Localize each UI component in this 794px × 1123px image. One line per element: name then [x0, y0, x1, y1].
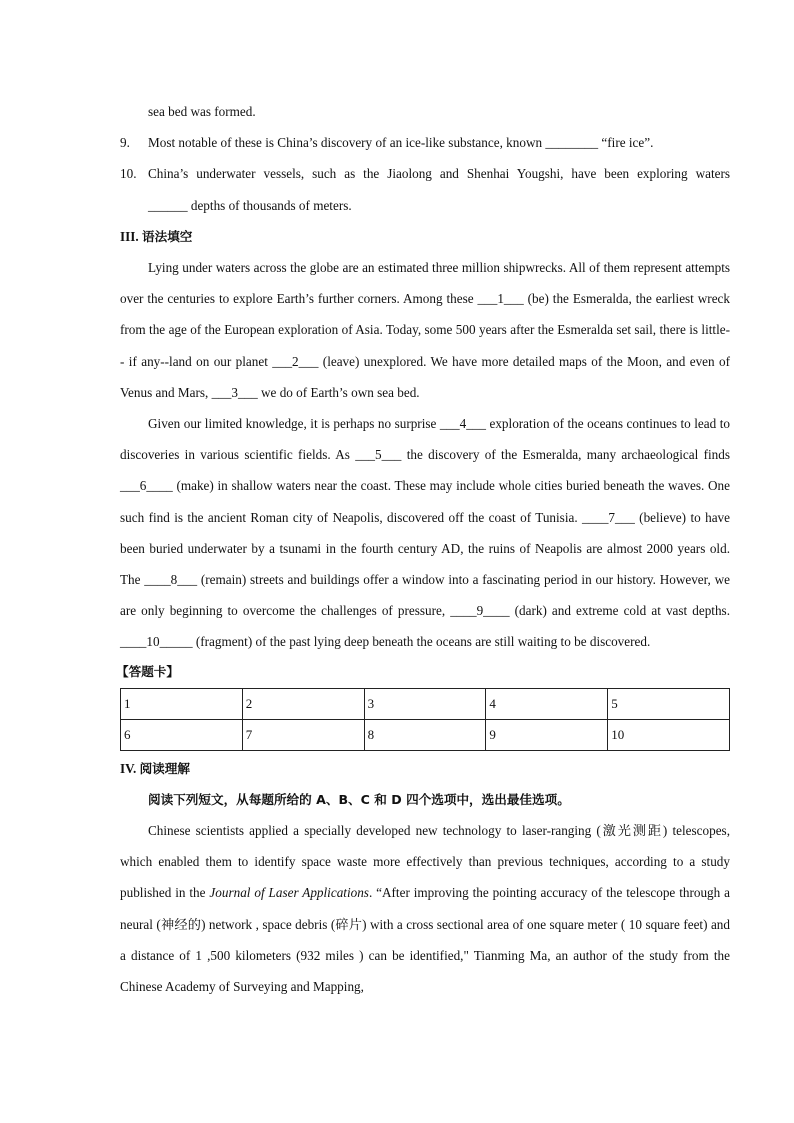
section-heading-grammar	[120, 221, 730, 252]
answer-cell-8: 8	[364, 719, 486, 750]
question-10-continuation: ______ depths of thousands of meters.	[148, 197, 352, 213]
section-number: III.	[120, 228, 139, 244]
answer-card-title: 【答题卡】	[116, 663, 179, 679]
reading-instruction: 阅读下列短文，从每题所给的 A、B、C 和 D 四个选项中，选出最佳选项。	[148, 791, 570, 807]
section-number: IV.	[120, 760, 137, 776]
answer-cell-2: 2	[242, 688, 364, 719]
answer-card-table	[120, 688, 730, 751]
section-heading-reading	[120, 753, 730, 784]
question-text: Most notable of these is China’s discovery of an ice-like substance, known ________ “fire ice”.	[148, 135, 654, 151]
answer-cell-10: 10	[608, 719, 730, 750]
answer-cell-1: 1	[121, 688, 243, 719]
question-8-continuation: sea bed was formed.	[148, 104, 256, 119]
answer-cell-5: 5	[608, 688, 730, 719]
answer-cell-6: 6	[121, 719, 243, 750]
grammar-paragraph-1: Lying under waters across the globe are an estimated three million shipwrecks. All of them represent attempts over the centuries to explore Earth’s further corners. Among these ___1___ (be) the Esmeralda, the earliest wreck from the age of the European exploration of Asia. Today, some 500 years after the Esmeralda set sail, there is little-- if any--land on our planet ___2___ (leave) unexplored. We have more detailed maps of the Moon, and even of Venus and Mars, ___3___ we do of Earth’s own sea bed.	[120, 260, 730, 400]
question-number: 10.	[120, 166, 137, 182]
section-title: 阅读理解	[139, 760, 190, 776]
answer-cell-3: 3	[364, 688, 486, 719]
reading-text-part-2: . “After improving the pointing accuracy of the telescope through a neural (神经的) network , space debris (碎片) with a cross sectional area of one square meter ( 10 square feet) and a distance of 1 ,500 kilometers (932 miles ) can be identified," Tianming Ma, an author of the study from the Chinese Academy of Surveying and Mapping,	[120, 885, 730, 995]
reading-paragraph	[120, 815, 730, 1002]
document-page	[116, 96, 730, 1002]
section-title: 语法填空	[142, 228, 193, 244]
answer-cell-9: 9	[486, 719, 608, 750]
grammar-paragraph-2: Given our limited knowledge, it is perhaps no surprise ___4___ exploration of the oceans continues to lead to discoveries in various scientific fields. As ___5___ the discovery of the Esmeralda, many archaeological finds ___6____ (make) in shallow waters near the coast. These may include whole cities buried beneath the waves. One such find is the ancient Roman city of Neapolis, discovered off the coast of Tunisia. ____7___ (believe) to have been buried underwater by a tsunami in the fourth century AD, the ruins of Neapolis are almost 2000 years old. The ____8___ (remain) streets and buildings offer a window into a fascinating period in our history. However, we are only beginning to overcome the challenges of pressure, ____9____ (dark) and extreme cold at vast depths. ____10_____ (fragment) of the past lying deep beneath the oceans are still waiting to be discovered.	[120, 416, 730, 650]
answer-cell-4: 4	[486, 688, 608, 719]
journal-title: Journal of Laser Applications	[209, 885, 369, 901]
answer-cell-7: 7	[242, 719, 364, 750]
table-row	[121, 719, 730, 750]
table-row	[121, 688, 730, 719]
question-9	[120, 127, 730, 158]
question-number: 9.	[120, 135, 130, 151]
question-10	[120, 158, 730, 189]
question-text: China’s underwater vessels, such as the Jiaolong and Shenhai Yougshi, have been exploring waters	[148, 166, 730, 182]
reading-text-part-1: Chinese scientists applied a specially developed new technology to laser-ranging (激光测距) telescopes, which enabled them to identify space waste more effectively than previous techniques, according to a study published in the	[120, 823, 730, 901]
